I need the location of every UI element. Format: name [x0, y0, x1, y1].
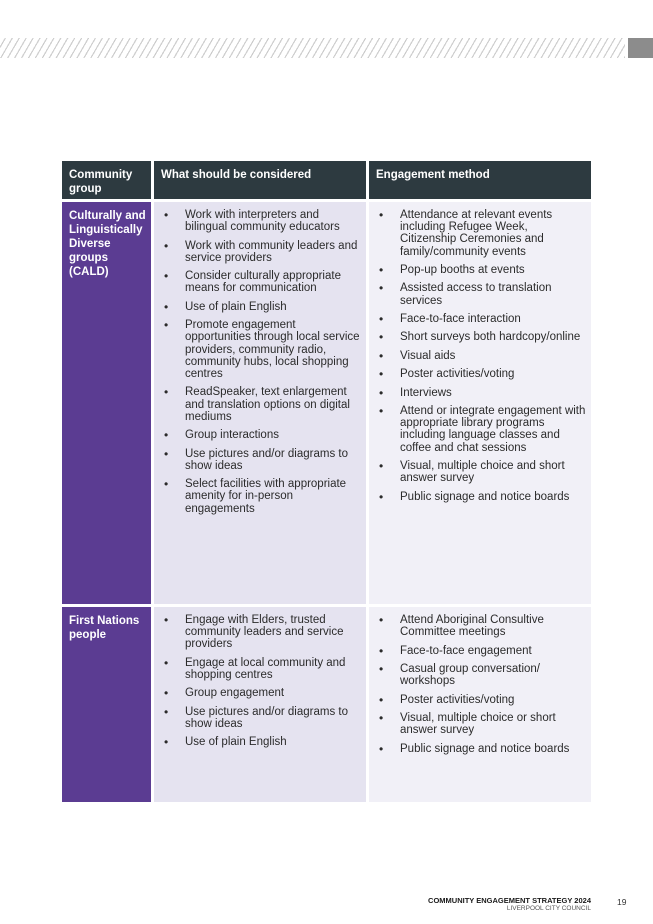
list-item: • Work with interpreters and bilingual community educators [161, 209, 362, 233]
table-row [62, 607, 591, 802]
list-item: • Casual group conversation/ workshops [376, 663, 587, 687]
list-item: • Use of plain English [161, 301, 362, 313]
considerations-cell [154, 202, 366, 604]
methods-list [376, 614, 587, 755]
list-item: • Poster activities/voting [376, 694, 587, 706]
list-item: • Attendance at relevant events including Refugee Week, Citizenship Ceremonies and family/community events [376, 209, 587, 258]
list-item: • Promote engagement opportunities through local service providers, community radio, community hubs, local shopping centres [161, 319, 362, 380]
decorative-corner-block [628, 38, 653, 58]
list-item: • Visual, multiple choice or short answer survey [376, 712, 587, 736]
group-name: Culturally and Linguistically Diverse groups (CALD) [62, 202, 151, 604]
decorative-hatch-band [0, 38, 625, 58]
list-item: • Attend Aboriginal Consultive Committee meetings [376, 614, 587, 638]
list-item: • Use pictures and/or diagrams to show ideas [161, 706, 362, 730]
list-item: • Poster activities/voting [376, 368, 587, 380]
list-item: • Engage with Elders, trusted community leaders and service providers [161, 614, 362, 651]
group-name: First Nations people [62, 607, 151, 802]
page-number: 19 [617, 897, 627, 907]
list-item: • Select facilities with appropriate amenity for in-person engagements [161, 478, 362, 515]
header-engagement-method: Engagement method [369, 161, 591, 199]
methods-list [376, 209, 587, 503]
header-what-considered: What should be considered [154, 161, 366, 199]
list-item: • Work with community leaders and service providers [161, 240, 362, 264]
list-item: • Group engagement [161, 687, 362, 699]
list-item: • Interviews [376, 387, 587, 399]
list-item: • Consider culturally appropriate means for communication [161, 270, 362, 294]
list-item: • ReadSpeaker, text enlargement and translation options on digital mediums [161, 386, 362, 423]
list-item: • Visual, multiple choice and short answer survey [376, 460, 587, 484]
list-item: • Pop-up booths at events [376, 264, 587, 276]
list-item: • Public signage and notice boards [376, 743, 587, 755]
list-item: • Short surveys both hardcopy/online [376, 331, 587, 343]
engagement-table [62, 161, 591, 802]
list-item: • Use of plain English [161, 736, 362, 748]
list-item: • Visual aids [376, 350, 587, 362]
footer-subtitle: LIVERPOOL CITY COUNCIL [506, 905, 591, 912]
list-item: • Face-to-face interaction [376, 313, 587, 325]
table-header-row [62, 161, 591, 199]
considerations-list [161, 614, 362, 749]
methods-cell [369, 607, 591, 802]
list-item: • Face-to-face engagement [376, 645, 587, 657]
header-community-group: Community group [62, 161, 151, 199]
list-item: • Engage at local community and shopping centres [161, 657, 362, 681]
list-item: • Group interactions [161, 429, 362, 441]
considerations-list [161, 209, 362, 515]
footer-title: COMMUNITY ENGAGEMENT STRATEGY 2024 [428, 896, 591, 905]
methods-cell [369, 202, 591, 604]
list-item: • Use pictures and/or diagrams to show ideas [161, 448, 362, 472]
list-item: • Attend or integrate engagement with appropriate library programs including language classes and coffee and chat sessions [376, 405, 587, 454]
table-row [62, 202, 591, 604]
page-footer [428, 896, 591, 913]
considerations-cell [154, 607, 366, 802]
list-item: • Assisted access to translation services [376, 282, 587, 306]
list-item: • Public signage and notice boards [376, 491, 587, 503]
